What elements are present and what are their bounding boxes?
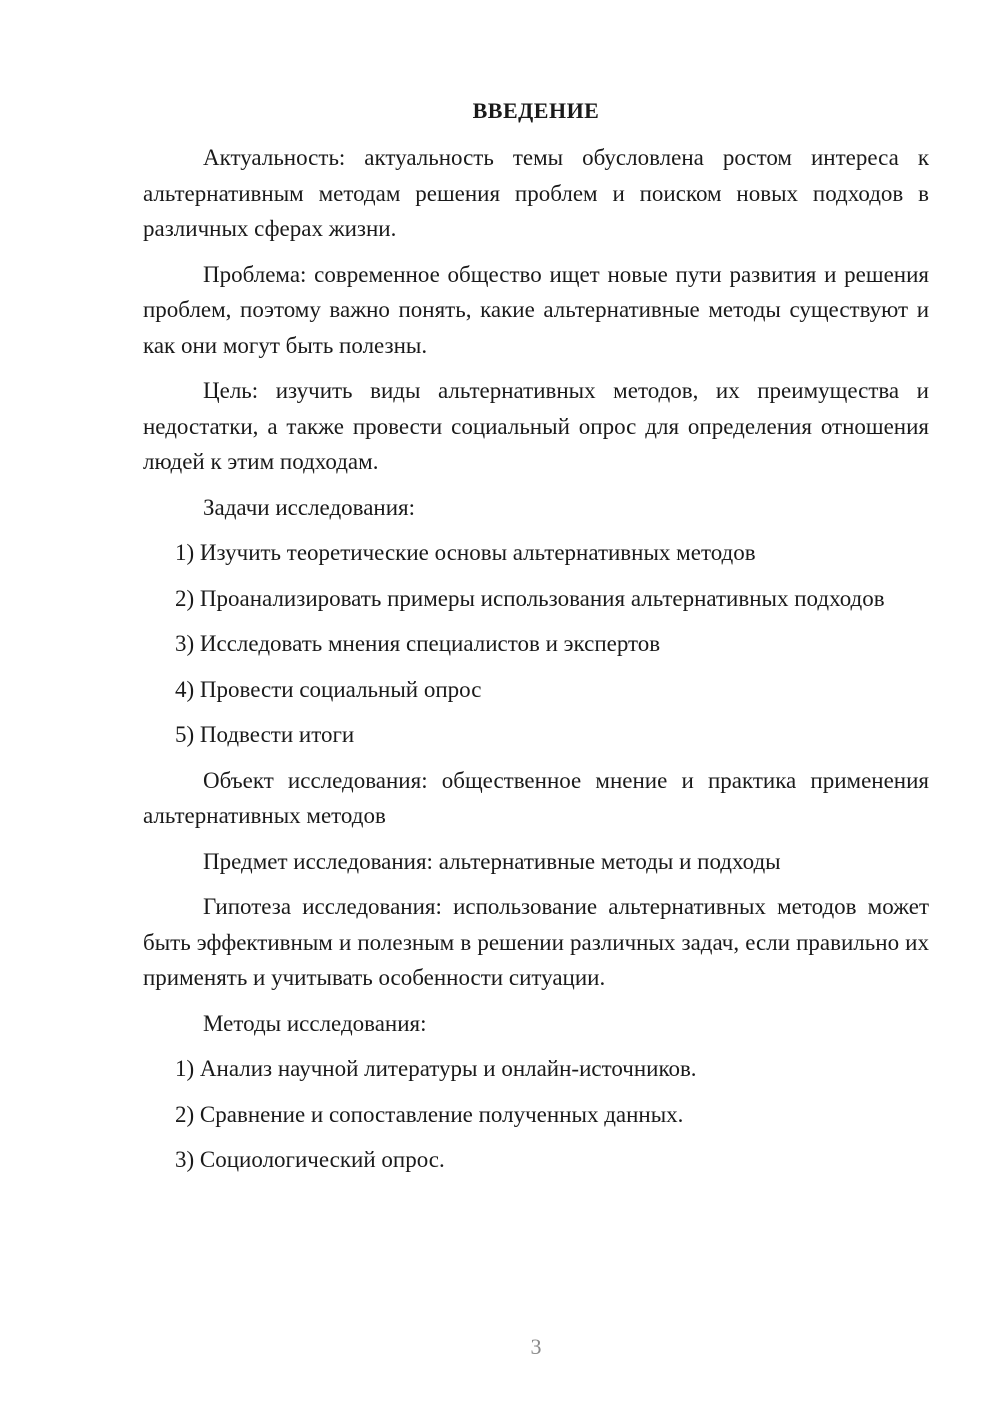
relevance-paragraph: Актуальность: актуальность темы обусловлена ростом интереса к альтернативным методам решения проблем и поиском новых подходов в различных сферах жизни. <box>143 145 929 241</box>
problem-paragraph: Проблема: современное общество ищет новые пути развития и решения проблем, поэтому важно понять, какие альтернативные методы существуют и как они могут быть полезны. <box>143 261 929 358</box>
subject-paragraph: Предмет исследования: альтернативные методы и подходы <box>203 848 781 874</box>
object-paragraph: Объект исследования: общественное мнение и практика применения альтернативных методов <box>143 767 929 828</box>
method-item-3: 3) Социологический опрос. <box>175 1147 445 1172</box>
method-item-2: 2) Сравнение и сопоставление полученных данных. <box>175 1101 684 1127</box>
method-item-1: 1) Анализ научной литературы и онлайн-источников. <box>175 1056 697 1081</box>
page-title: ВВЕДЕНИЕ <box>472 98 600 123</box>
hypothesis-paragraph: Гипотеза исследования: использование альтернативных методов может быть эффективным и полезным в решении различных задач, если правильно их применять и учитывать особенности ситуации. <box>143 894 929 990</box>
page-number: 3 <box>530 1334 542 1359</box>
task-item-3: 3) Исследовать мнения специалистов и экспертов <box>175 631 661 656</box>
methods-heading: Методы исследования: <box>203 1010 427 1036</box>
task-item-2: 2) Проанализировать примеры использования альтернативных подходов <box>175 585 885 611</box>
task-item-4: 4) Провести социальный опрос <box>175 676 482 702</box>
task-item-1: 1) Изучить теоретические основы альтернативных методов <box>175 540 756 565</box>
goal-paragraph: Цель: изучить виды альтернативных методов, их преимущества и недостатки, а также провести социальный опрос для определения отношения людей к этим подходам. <box>143 378 929 474</box>
tasks-heading: Задачи исследования: <box>203 494 416 520</box>
task-item-5: 5) Подвести итоги <box>175 722 355 747</box>
document-page <box>143 96 929 1178</box>
